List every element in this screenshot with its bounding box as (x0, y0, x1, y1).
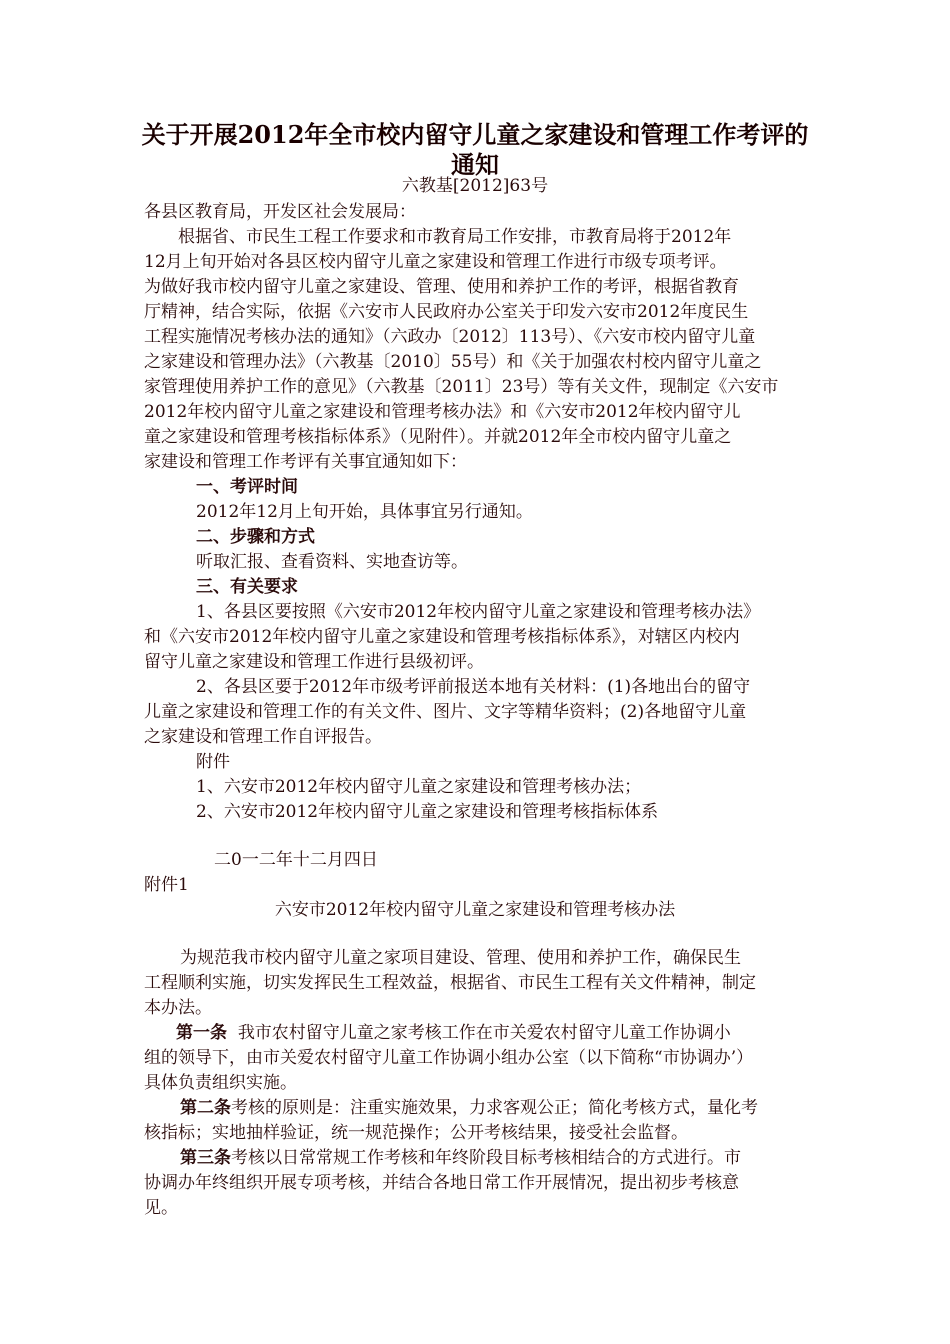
article-2-label: 第二条 (180, 1098, 231, 1118)
annex-intro-line-2: 工程顺利实施，切实发挥民生工程效益，根据省、市民生工程有关文件精神，制定 (144, 973, 756, 993)
intro-line-2: 12月上旬开始对各县区校内留守儿童之家建设和管理工作进行市级专项考评。 (144, 252, 727, 272)
section3-item2-line-2: 儿童之家建设和管理工作的有关文件、图片、文字等精华资料；(2)各地留守儿童 (144, 702, 747, 722)
annex-title: 六安市2012年校内留守儿童之家建设和管理考核办法 (274, 900, 676, 920)
section3-item2-line-3: 之家建设和管理工作自评报告。 (144, 727, 382, 747)
attachment-item-1: 1、六安市2012年校内留守儿童之家建设和管理考核办法； (196, 777, 642, 797)
document-title (130, 120, 820, 180)
section1-body: 2012年12月上旬开始，具体事宜另行通知。 (196, 502, 533, 522)
section3-heading: 三、有关要求 (196, 577, 298, 597)
intro-line-10: 家建设和管理工作考评有关事宜通知如下： (144, 452, 467, 472)
article-1-line-3: 具体负责组织实施。 (144, 1073, 297, 1093)
annex-intro-line-3: 本办法。 (144, 998, 212, 1018)
intro-line-3: 为做好我市校内留守儿童之家建设、管理、使用和养护工作的考评，根据省教育 (144, 277, 739, 297)
annex-intro-line-1: 为规范我市校内留守儿童之家项目建设、管理、使用和养护工作，确保民生 (180, 948, 741, 968)
article-2-line-2: 核指标；实地抽样验证，统一规范操作；公开考核结果，接受社会监督。 (144, 1123, 688, 1143)
section3-item2-line-1: 2、各县区要于2012年市级考评前报送本地有关材料：(1)各地出台的留守 (196, 677, 751, 697)
section1-heading: 一、考评时间 (196, 477, 298, 497)
salutation: 各县区教育局，开发区社会发展局： (144, 202, 416, 222)
article-1-line-2: 组的领导下，由市关爱农村留守儿童工作协调小组办公室（以下简称“市协调办’） (144, 1048, 754, 1068)
intro-line-6: 之家建设和管理办法》（六教基〔2010〕55号）和《关于加强农村校内留守儿童之 (144, 352, 762, 372)
intro-line-9: 童之家建设和管理考核指标体系》（见附件）。并就2012年全市校内留守儿童之 (144, 427, 732, 447)
document-date: 二0一二年十二月四日 (214, 850, 378, 870)
article-3-line-2: 协调办年终组织开展专项考核，并结合各地日常工作开展情况，提出初步考核意 (144, 1173, 739, 1193)
intro-line-7: 家管理使用养护工作的意见》（六教基〔2011〕23号）等有关文件，现制定《六安市 (144, 377, 779, 397)
section2-body: 听取汇报、查看资料、实地查访等。 (196, 552, 468, 572)
title-line-1: 关于开展2012年全市校内留守儿童之家建设和管理工作考评的 (141, 120, 809, 149)
section2-heading: 二、步骤和方式 (196, 527, 315, 547)
intro-line-1: 根据省、市民生工程工作要求和市教育局工作安排，市教育局将于2012年 (178, 227, 732, 247)
article-3-line-1 (180, 1146, 741, 1170)
document-number: 六教基[2012]63号 (401, 176, 549, 196)
article-2-text: 考核的原则是：注重实施效果，力求客观公正；简化考核方式，量化考 (231, 1098, 758, 1118)
article-2-line-1 (180, 1096, 758, 1120)
section3-item1-line-2: 和《六安市2012年校内留守儿童之家建设和管理考核指标体系》，对辖区内校内 (144, 627, 740, 647)
section3-item1-line-3: 留守儿童之家建设和管理工作进行县级初评。 (144, 652, 484, 672)
article-1-line-1 (176, 1021, 731, 1045)
title-line-2: 通知 (451, 150, 499, 179)
intro-line-4: 厅精神，结合实际，依据《六安市人民政府办公室关于印发六安市2012年度民生 (144, 302, 749, 322)
intro-line-5: 工程实施情况考核办法的通知》（六政办〔2012〕113号）、《六安市校内留守儿童 (144, 327, 756, 347)
attachments-label: 附件 (196, 752, 230, 772)
attachment-item-2: 2、六安市2012年校内留守儿童之家建设和管理考核指标体系 (196, 802, 659, 822)
section3-item1-line-1: 1、各县区要按照《六安市2012年校内留守儿童之家建设和管理考核办法》 (196, 602, 761, 622)
article-3-line-3: 见。 (144, 1198, 178, 1218)
intro-line-8: 2012年校内留守儿童之家建设和管理考核办法》和《六安市2012年校内留守儿 (144, 402, 741, 422)
article-3-label: 第三条 (180, 1148, 231, 1168)
article-3-text: 考核以日常常规工作考核和年终阶段目标考核相结合的方式进行。市 (231, 1148, 741, 1168)
article-1-label: 第一条 (176, 1023, 227, 1043)
article-1-text: 我市农村留守儿童之家考核工作在市关爱农村留守儿童工作协调小 (237, 1023, 731, 1043)
annex-label: 附件1 (144, 875, 189, 895)
